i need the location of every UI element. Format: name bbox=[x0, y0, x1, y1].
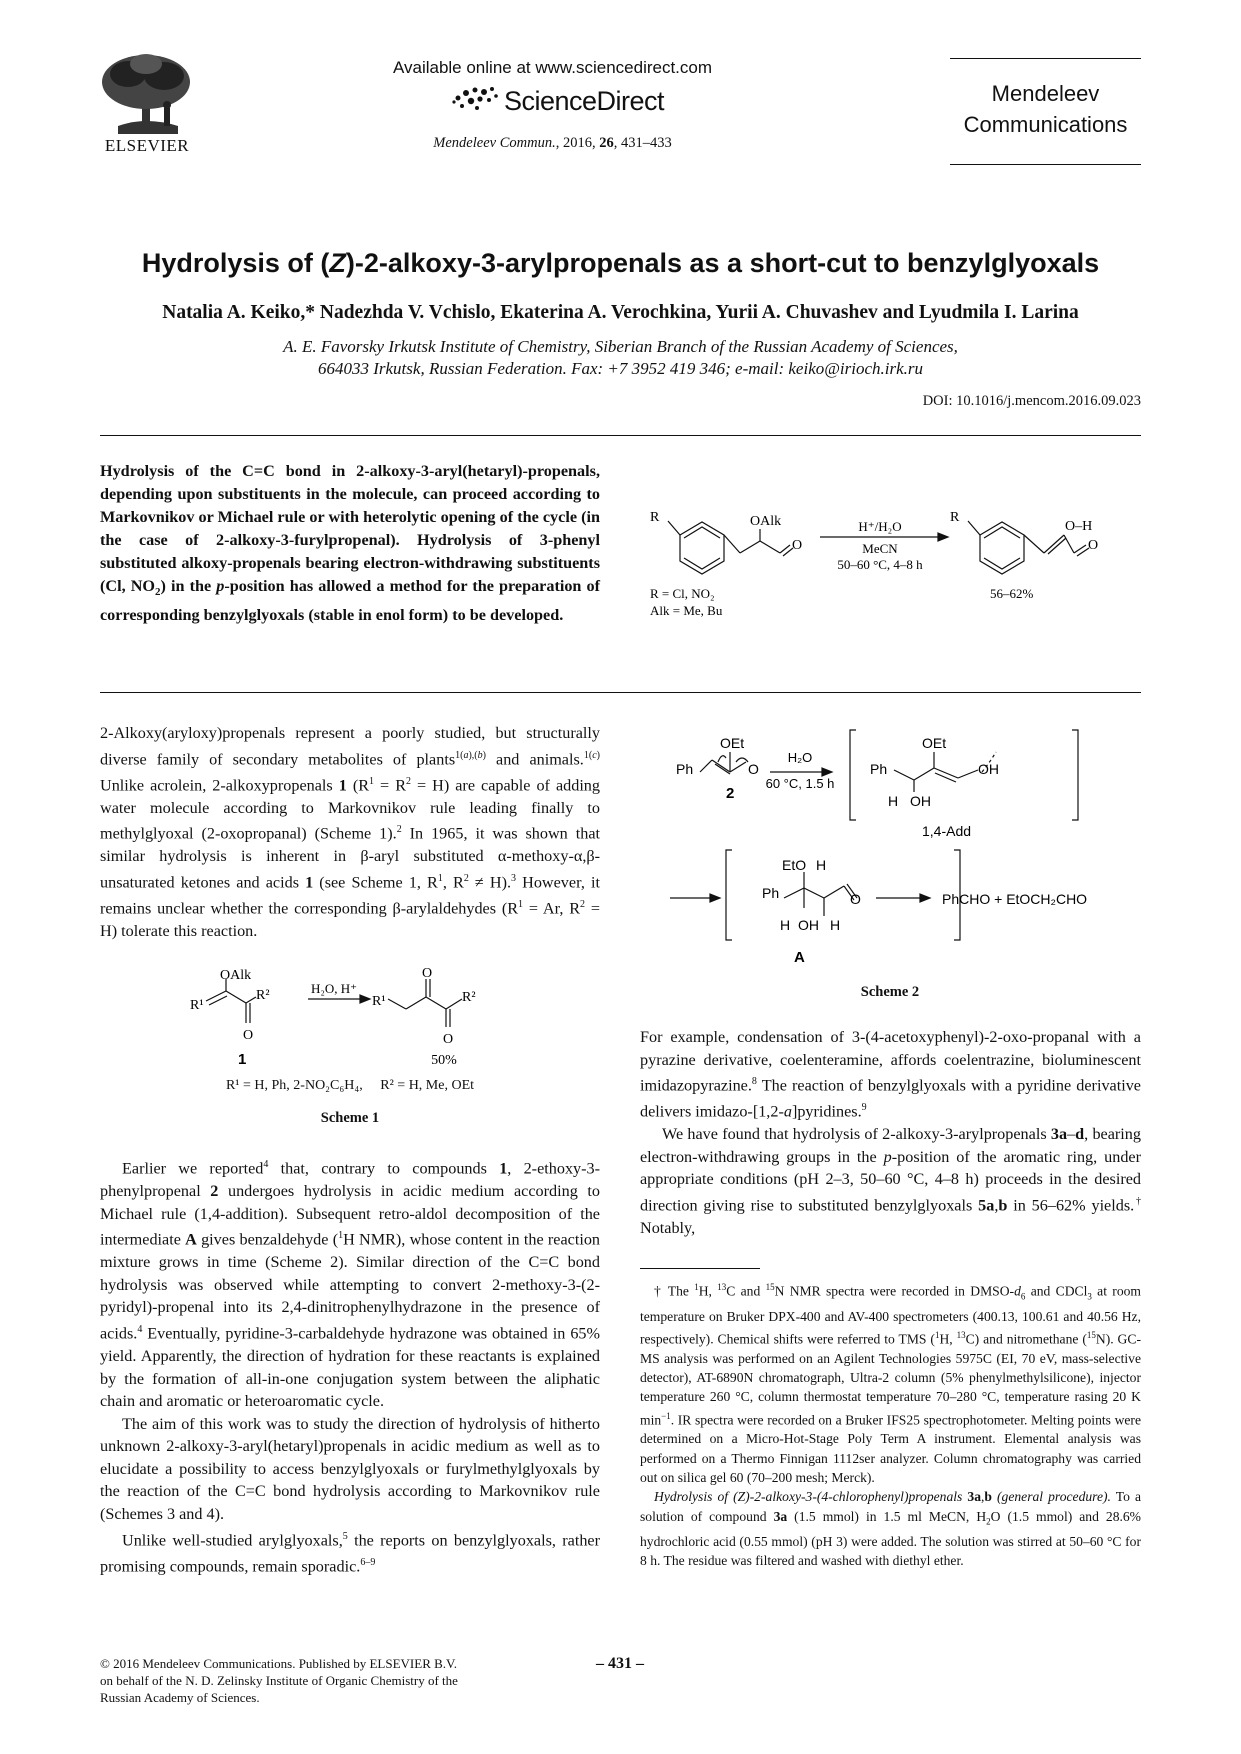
scheme-2-h-intermediate-3: H bbox=[830, 917, 841, 933]
scheme-2-oh-adduct-2: OH bbox=[910, 793, 931, 809]
scheme-1-r2-product: R² bbox=[462, 990, 476, 1005]
scheme-1-r1-reactant: R¹ bbox=[190, 998, 204, 1013]
scheme-1-substituents: R¹ = H, Ph, 2-NO₂C₆H₄, R² = H, Me, OEt bbox=[225, 1078, 475, 1093]
ga-o-label-1: O bbox=[792, 538, 803, 553]
journal-box-top-rule bbox=[950, 58, 1141, 59]
right-body-paragraphs: For example, condensation of 3-(4-acetoxyphenyl)-2-oxo-propanal with a pyrazine derivative, coelenteramine, affords coelentrazine, bioluminescent imidazopyrazine.$^8$ The reaction of benzylglyoxals with a pyridine derivative delivers imidazo-[1,2-a]pyridines.$^9$ We have found that hydrolysis of 2-alkoxy-3-arylpropenals 3a–d, bearing electron-withdrawing groups in the p-position of the aromatic ring, under appropriate conditions (pH 2–3, 50–60 °C, 4–8 h) proceeds in the desired direction giving rise to substituted benzylglyoxals 5a,b in 56–62% yields.† Notably, bbox=[640, 1028, 1142, 1237]
scheme-1-drawing bbox=[190, 967, 530, 1077]
ga-oalk-label: OAlk bbox=[750, 514, 782, 529]
scheme-2-drawing bbox=[670, 722, 1090, 972]
footnote-rule bbox=[640, 1268, 760, 1269]
ga-o-label-2: O bbox=[1088, 538, 1099, 553]
scheme-2-oh-adduct-1: OH bbox=[978, 761, 999, 777]
sciencedirect-dots-icon bbox=[448, 84, 508, 120]
sciencedirect-logo bbox=[448, 82, 668, 122]
ga-substituents-alk: Alk = Me, Bu bbox=[650, 603, 723, 618]
footnotes: † The $^1$H, $^{13}$C and $^{15}$N NMR spectra were recorded in DMSO-$d_6$ and CDCl$_3$ at room temperature on Bruker DPX-400 and AV-400 spectrometers (400.13, 100.61 and 40.56 Hz, respectively). Chemical shifts were referred to TMS ($^1$H, $^{13}$C) and nitromethane ($^{15}$N). GC-MS analysis was performed on an Agilent Technologies 5975C (EI, 70 eV, mass-selective detector), AT-6890N chromatograph, Ultra-2 column (5% phenylmethylsilicone), injector temperature 260 °C, column thermostat temperature 70–280 °C, temperature rasing 20 K $\min^{-1}$. IR spectra were recorded on a Bruker IFS25 spectrophotometer. Melting points were determined on a Micro-Hot-Stage Poly Term A instrument. Elemental analysis was performed on a Thermo Finnigan 1112ser analyzer. Column chromatography was carried out on silica gel 60 (70–200 mesh; Merck). Hydrolysis of (Z)-2-alkoxy-3-(4-chlorophenyl)propenals 3a,b (general procedure). To a solution of compound 3a (1.5 mmol) in 1.5 ml MeCN, $H_2O$ (1.5 mmol) and 28.6% hydrochloric acid (0.55 mmol) (pH 3) were added. The solution was stirred at 50–60 °C for 8 h. The residue was filtered and washed with diethyl ether. bbox=[640, 1282, 1142, 1568]
scheme-2-intermediate-label: A bbox=[794, 949, 805, 966]
scheme-2-reagent-bot: 60 °C, 1.5 h bbox=[765, 776, 835, 791]
scheme-2-compound-number: 2 bbox=[726, 785, 735, 802]
scheme-2-h-intermediate-1: H bbox=[816, 857, 827, 873]
scheme-2-bracket-left-2 bbox=[726, 850, 732, 940]
ga-substituents-r: R = Cl, NO₂ bbox=[650, 586, 715, 601]
journal-name: Mendeleev Communications bbox=[963, 81, 1128, 137]
scheme-1-r2-reactant: R² bbox=[256, 988, 270, 1003]
scheme-2-products: PhCHO + EtOCH₂CHO bbox=[942, 891, 1088, 907]
ga-benzene-ring-2 bbox=[980, 522, 1024, 574]
elsevier-logo bbox=[98, 52, 196, 156]
journal-box-bottom-rule bbox=[950, 164, 1141, 165]
scheme-2-ph-adduct: Ph bbox=[870, 761, 888, 777]
scheme-2 bbox=[670, 722, 1090, 972]
page-number: – 431 – bbox=[596, 1655, 644, 1672]
ga-benzene-ring-1 bbox=[680, 522, 724, 574]
ga-reagent-top: H⁺/H₂O bbox=[858, 519, 902, 534]
doi: DOI: 10.1016/j.mencom.2016.09.023 bbox=[922, 393, 1141, 409]
scheme-2-oet-reactant: OEt bbox=[720, 735, 745, 751]
scheme-2-oet-adduct: OEt bbox=[922, 735, 947, 751]
ga-reagent-mid: MeCN bbox=[862, 541, 898, 556]
ga-yield: 56–62% bbox=[990, 586, 1034, 601]
scheme-2-adduct-label: 1,4-Add bbox=[922, 823, 972, 839]
scheme-1-o-reactant: O bbox=[243, 1028, 254, 1043]
abstract-text: Hydrolysis of the C=C bond in 2-alkoxy-3-aryl(hetaryl)-propenals, depending upon substituents in the molecule, can proceed according to Markovnikov or Michael rule or with heterolytic opening of the cycle (in the case of 2-alkoxy-3-furylpropenal). Hydrolysis of 3-phenyl substituted alkoxy-propenals bearing electron-withdrawing substituents (Cl, $NO_2$) in the p-position has allowed a method for the preparation of corresponding benzylglyoxals (stable in enol form) to be developed. bbox=[100, 462, 601, 625]
available-online-text: Available online at www.sciencedirect.com bbox=[392, 58, 713, 77]
ga-oh-label: O–H bbox=[1065, 519, 1093, 534]
graphical-abstract-scheme bbox=[640, 505, 1140, 625]
ga-r-label-1: R bbox=[650, 510, 660, 525]
scheme-2-o-reactant: O bbox=[748, 761, 759, 777]
scheme-1 bbox=[190, 967, 530, 1077]
ga-r-label-2: R bbox=[950, 510, 960, 525]
scheme-2-caption: Scheme 2 bbox=[860, 984, 920, 1000]
scheme-2-eto-intermediate: EtO bbox=[782, 857, 807, 873]
abstract-bottom-rule bbox=[100, 692, 1141, 693]
scheme-1-yield: 50% bbox=[431, 1053, 457, 1068]
scheme-1-o-product-2: O bbox=[443, 1032, 454, 1047]
scheme-1-r1-product: R¹ bbox=[372, 994, 386, 1009]
citation-line: Mendeleev Commun., 2016, 26, 431–433 bbox=[433, 135, 672, 151]
scheme-2-h-intermediate-2: H bbox=[780, 917, 791, 933]
scheme-2-ph-intermediate: Ph bbox=[762, 885, 780, 901]
left-intro-paragraph: 2-Alkoxy(aryloxy)propenals represent a poorly studied, but structurally diverse family of secondary metabolites of plants$^{1(a),(b)}$ and animals.$^{1(c)}$ Unlike acrolein, 2-alkoxypropenals 1 $(R^1 = R^2 = H)$ are capable of adding water molecule according to Markovnikov rule leading finally to methylglyoxal (2-oxopropanal) (Scheme 1).$^2$ In 1965, it was shown that similar hydrolysis is inherent in β-aryl substituted α-methoxy-α,β-unsaturated ketones and acids 1 (see Scheme 1, $R^1$, $R^2 \ne H).^3$ However, it remains unclear whether the corresponding β-arylaldehydes ($R^1 = Ar$, $R^2 = H$) tolerate this reaction. bbox=[100, 724, 601, 940]
scheme-2-o-intermediate: O bbox=[850, 891, 861, 907]
scheme-1-caption: Scheme 1 bbox=[320, 1110, 380, 1126]
scheme-2-ph-reactant: Ph bbox=[676, 761, 694, 777]
elsevier-wordmark: ELSEVIER bbox=[104, 136, 190, 155]
sciencedirect-wordmark: ScienceDirect bbox=[504, 86, 665, 116]
author-list: Natalia A. Keiko,* Nadezhda V. Vchislo, Ekaterina A. Verochkina, Yurii A. Chuvashev and Lyudmila I. Larina bbox=[162, 302, 1079, 323]
article-title: Hydrolysis of (Z)-2-alkoxy-3-arylpropenals as a short-cut to benzylglyoxals bbox=[141, 248, 1100, 278]
graphical-abstract bbox=[640, 505, 1140, 625]
scheme-2-oh-intermediate: OH bbox=[798, 917, 819, 933]
ga-reagent-bot: 50–60 °C, 4–8 h bbox=[837, 557, 923, 572]
scheme-1-reagent: H₂O, H⁺ bbox=[310, 981, 358, 996]
scheme-1-oalk: OAlk bbox=[220, 968, 252, 983]
scheme-2-bracket-left-1 bbox=[850, 730, 856, 820]
scheme-1-o-product-1: O bbox=[422, 967, 433, 981]
abstract-top-rule bbox=[100, 435, 1141, 436]
affiliation: A. E. Favorsky Irkutsk Institute of Chemistry, Siberian Branch of the Russian Academy of Sciences, 664033 Irkutsk, Russian Federation. Fax: +7 3952 419 346; e-mail: keiko@irioch.irk.ru bbox=[283, 337, 958, 378]
scheme-1-compound-number: 1 bbox=[238, 1051, 247, 1068]
scheme-2-h-adduct: H bbox=[888, 793, 899, 809]
scheme-2-reagent-top: H₂O bbox=[787, 750, 813, 765]
left-body-paragraphs: Earlier we reported$^4$ that, contrary to compounds 1, 2-ethoxy-3-phenylpropenal 2 undergoes hydrolysis in acidic medium according to Michael rule (1,4-addition). Subsequent retro-aldol decomposition of the intermediate A gives benzaldehyde ($^1$H NMR), whose content in the reaction mixture grows in time (Scheme 2). Similar direction of the C=C bond hydrolysis was observed while attempting to convert 2-methoxy-3-(2-pyridyl)-propenal into its 2,4-dinitrophenylhydrazone in the presence of acids.$^4$ Eventually, pyridine-3-carbaldehyde hydrazone was obtained in 65% yield. Apparently, the direction of hydration for these reactants is explained by the formation of all-in-one conjugation system between the aliphatic chain and aromatic or heteroaromatic cycle. The aim of this work was to study the direction of hydrolysis of hitherto unknown 2-alkoxy-3-aryl(hetaryl)propenals in acidic medium as well as to elucidate a possibility to access benzylglyoxals or furylmethylglyoxals by the reaction of the C=C bond hydrolysis according to Markovnikov rule (Schemes 3 and 4). Unlike well-studied arylglyoxals,$^5$ the reports on benzylglyoxals, rather promising compounds, remain sporadic.$^{6-9}$ bbox=[100, 1159, 601, 1576]
scheme-2-bracket-right-1 bbox=[1072, 730, 1078, 820]
copyright-notice: © 2016 Mendeleev Communications. Published by ELSEVIER B.V. on behalf of the N. D. Zelinsky Institute of Organic Chemistry of the Russian Academy of Sciences. bbox=[100, 1656, 458, 1705]
